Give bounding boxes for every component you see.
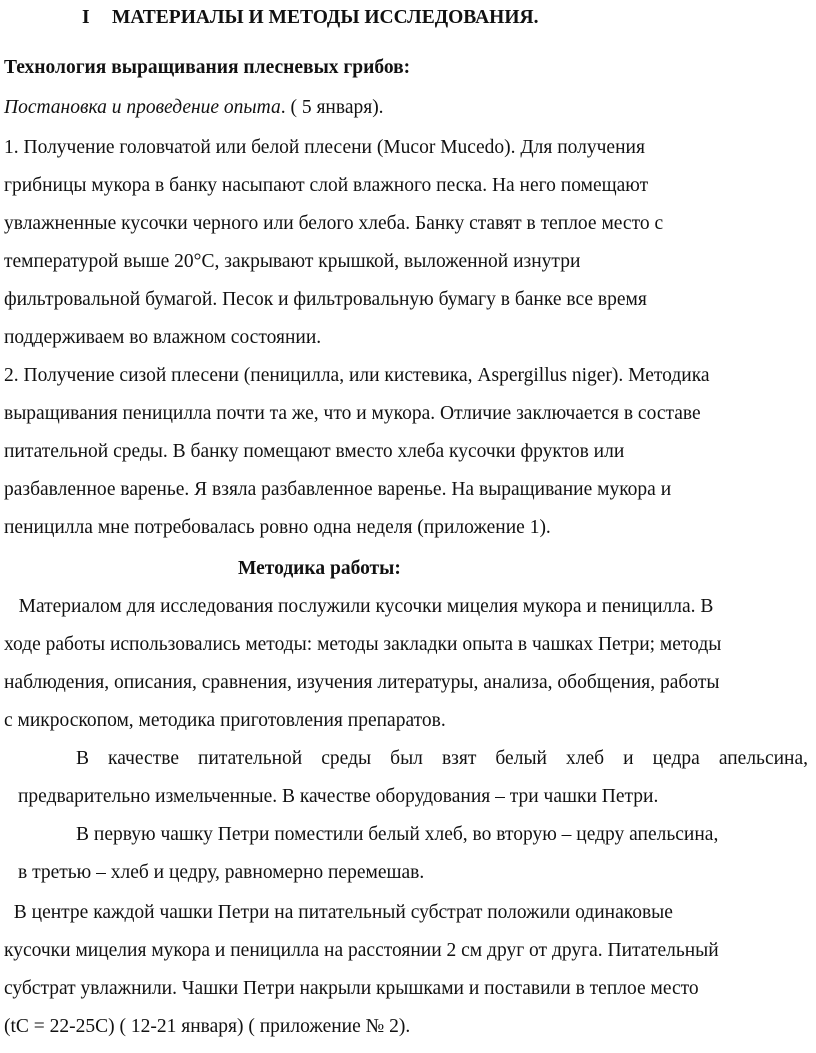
dishes-line: В первую чашку Петри поместили белый хлеб, во вторую – цедру апельсина, [76, 824, 719, 845]
setup-rest: . ( 5 января). [280, 97, 384, 118]
materials-line: Материалом для исследования послужили кусочки мицелия мукора и пеницилла. В [4, 596, 714, 617]
section2-line: разбавленное варенье. Я взяла разбавленное варенье. На выращивание мукора и [4, 479, 672, 500]
materials-line: наблюдения, описания, сравнения, изучения литературы, анализа, обобщения, работы [4, 672, 720, 693]
section1-line: фильтровальной бумагой. Песок и фильтровальную бумагу в банке все время [4, 289, 647, 310]
materials-line: с микроскопом, методика приготовления препаратов. [4, 710, 446, 731]
dishes-line: в третью – хлеб и цедру, равномерно перемешав. [18, 862, 425, 883]
center-line: (tC = 22-25C) ( 12-21 января) ( приложение № 2). [4, 1016, 411, 1037]
section1-line: грибницы мукора в банку насыпают слой влажного песка. На него помещают [4, 175, 649, 196]
section-title: МАТЕРИАЛЫ И МЕТОДЫ ИССЛЕДОВАНИЯ. [112, 7, 539, 28]
section1-line: температурой выше 20°С, закрывают крышкой, выложенной изнутри [4, 251, 581, 272]
section2-line: пеницилла мне потребовалась ровно одна неделя (приложение 1). [4, 517, 551, 538]
medium-line: предварительно измельченные. В качестве оборудования – три чашки Петри. [18, 786, 659, 807]
methodology-title: Методика работы: [238, 558, 401, 579]
section1-line: 1. Получение головчатой или белой плесени (Mucor Mucedo). Для получения [4, 137, 645, 158]
technology-title: Технология выращивания плесневых грибов: [4, 57, 411, 78]
section2-line: 2. Получение сизой плесени (пеницилла, или кистевика, Aspergillus niger). Методика [4, 365, 710, 386]
materials-line: ходе работы использовались методы: методы закладки опыта в чашках Петри; методы [4, 634, 722, 655]
section2-line: выращивания пеницилла почти та же, что и мукора. Отличие заключается в составе [4, 403, 701, 424]
setup-line [4, 96, 384, 120]
section-number: I [82, 7, 90, 28]
setup-italic: Постановка и проведение опыта [4, 97, 281, 118]
section-heading [82, 6, 538, 30]
center-line: В центре каждой чашки Петри на питательный субстрат положили одинаковые [4, 902, 673, 923]
medium-line: В качестве питательной среды был взят белый хлеб и цедра апельсина, [76, 748, 808, 769]
center-line: кусочки мицелия мукора и пеницилла на расстоянии 2 см друг от друга. Питательный [4, 940, 719, 961]
section1-line: увлажненные кусочки черного или белого хлеба. Банку ставят в теплое место с [4, 213, 664, 234]
section2-line: питательной среды. В банку помещают вместо хлеба кусочки фруктов или [4, 441, 625, 462]
center-line: субстрат увлажнили. Чашки Петри накрыли крышками и поставили в теплое место [4, 978, 699, 999]
section1-line: поддерживаем во влажном состоянии. [4, 327, 322, 348]
